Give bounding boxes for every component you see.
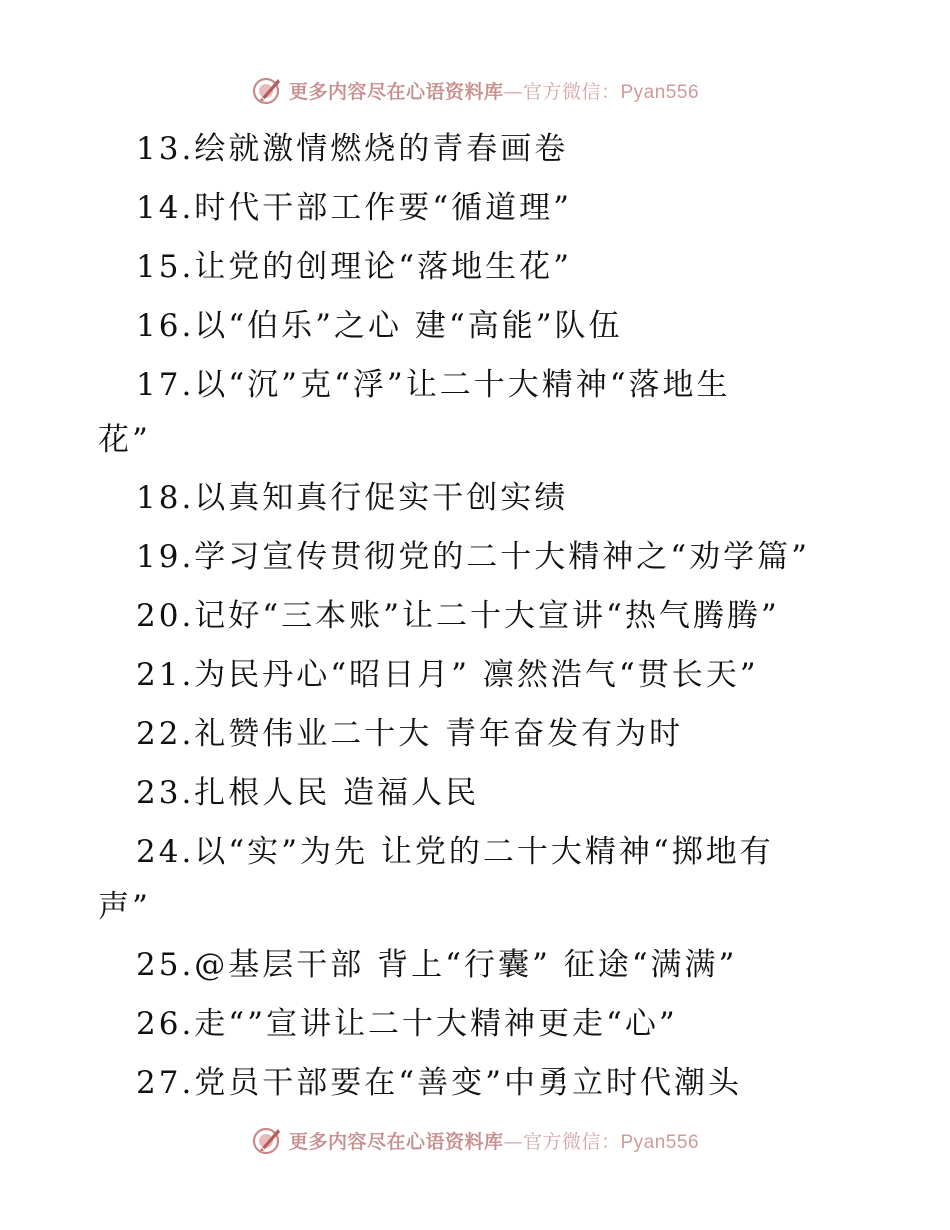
quill-logo-icon xyxy=(251,74,283,106)
list-item: 21.为民丹心“昭日月” 凛然浩气“贯长天” xyxy=(136,657,759,693)
watermark-wechat-id: Pyan556 xyxy=(620,81,700,103)
title-list xyxy=(0,120,950,1113)
list-item: 15.让党的创理论“落地生花” xyxy=(136,249,572,285)
watermark-official-label: 官方微信： xyxy=(522,1130,621,1153)
watermark-wechat-id: Pyan556 xyxy=(620,1131,700,1153)
list-item: 14.时代干部工作要“循道理” xyxy=(136,190,572,226)
watermark-dash: — xyxy=(503,80,523,103)
list-item: 16.以“伯乐”之心 建“高能”队伍 xyxy=(136,308,623,344)
list-item-continuation: 声” xyxy=(98,889,151,925)
watermark-official-label: 官方微信： xyxy=(522,80,621,103)
quill-logo-icon xyxy=(251,1124,283,1156)
list-item: 26.走“”宣讲让二十大精神更走“心” xyxy=(136,1006,678,1042)
list-item-continuation: 花” xyxy=(98,422,151,458)
list-item: 13.绘就激情燃烧的青春画卷 xyxy=(136,131,569,167)
list-item: 27.党员干部要在“善变”中勇立时代潮头 xyxy=(136,1065,742,1101)
list-item: 24.以“实”为先 让党的二十大精神“掷地有 xyxy=(136,834,774,870)
footer-watermark-banner xyxy=(0,1120,950,1160)
list-item: 23.扎根人民 造福人民 xyxy=(136,775,480,811)
list-item: 20.记好“三本账”让二十大宣讲“热气腾腾” xyxy=(136,598,780,634)
list-item: 19.学习宣传贯彻党的二十大精神之“劝学篇” xyxy=(136,539,810,575)
list-item: 17.以“沉”克“浮”让二十大精神“落地生 xyxy=(136,367,731,403)
list-item: 18.以真知真行促实干创实绩 xyxy=(136,480,569,516)
list-item: 25.@基层干部 背上“行囊” 征途“满满” xyxy=(136,947,738,983)
watermark-text xyxy=(289,1127,699,1154)
list-item: 22.礼赞伟业二十大 青年奋发有为时 xyxy=(136,716,684,752)
watermark-brand: 更多内容尽在心语资料库 xyxy=(288,1130,504,1153)
watermark-dash: — xyxy=(503,1130,523,1153)
header-watermark-banner xyxy=(0,70,950,110)
watermark-text xyxy=(289,77,699,104)
watermark-brand: 更多内容尽在心语资料库 xyxy=(288,80,504,103)
